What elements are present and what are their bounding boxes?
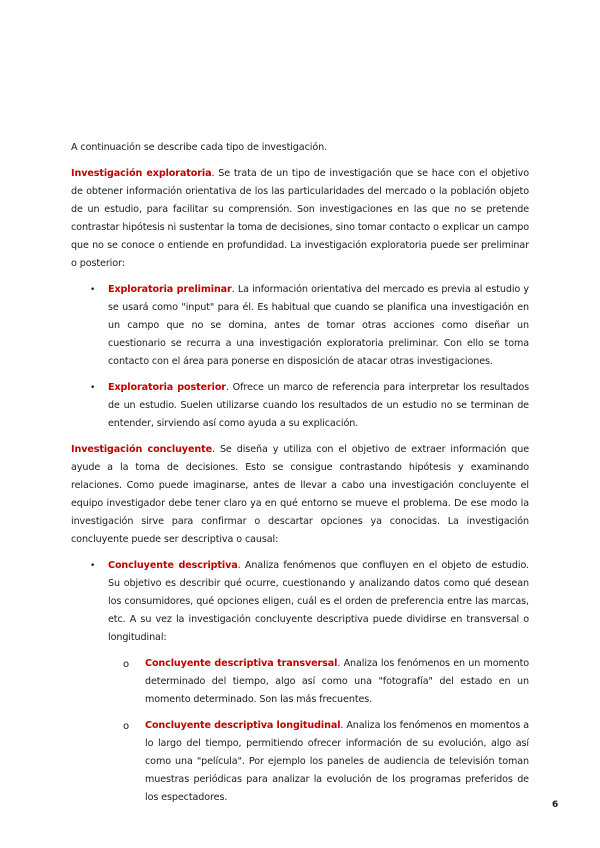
term-investigacion-exploratoria: Investigación exploratoria xyxy=(71,168,212,179)
exploratoria-text: . Se trata de un tipo de investigación que se hace con el objetivo de obtener información orientativa de los las particularidades del mercado o la población objeto de un estudio, para facilitar su comprensión. Son investigaciones en las que no se pretende contrastar hipótesis ni sustentar la toma de decisiones, sino tomar contacto o explicar un campo que no se conoce o entiende en profundidad. La investigación exploratoria puede ser preliminar o posterior: xyxy=(71,168,530,269)
concluyente-paragraph xyxy=(71,441,529,549)
circle-bullet-icon: o xyxy=(123,659,130,670)
page-number: 6 xyxy=(552,800,559,810)
exploratoria-posterior-text: . Ofrece un marco de referencia para interpretar los resultados de un estudio. Suelen utilizarse cuando los resultados de un estudio no se terminan de entender, sirviendo así como ayuda a su explicación. xyxy=(108,382,529,429)
term-investigacion-concluyente: Investigación concluyente xyxy=(71,444,212,455)
list-item-exploratoria-posterior xyxy=(90,379,529,433)
exploratoria-list xyxy=(71,281,529,433)
sublist-item-longitudinal xyxy=(123,717,529,807)
bullet-icon: • xyxy=(90,383,96,393)
bullet-icon: • xyxy=(90,285,96,295)
intro-paragraph: A continuación se describe cada tipo de investigación. xyxy=(71,142,328,153)
bullet-icon: • xyxy=(90,561,96,571)
term-concluyente-descriptiva-transversal: Concluyente descriptiva transversal xyxy=(145,658,338,669)
term-exploratoria-posterior: Exploratoria posterior xyxy=(108,382,226,393)
page-content xyxy=(71,139,529,815)
list-item-exploratoria-preliminar xyxy=(90,281,529,371)
concluyente-text: . Se diseña y utiliza con el objetivo de extraer información que ayude a la toma de decisiones. Esto se consigue contrastando hipótesis y examinando relaciones. Como puede imaginarse, antes de llevar a cabo una investigación concluyente el equipo investigador debe tener claro ya en qué entorno se mueve el problema. De ese modo la investigación sirve para confirmar o descartar opciones ya conocidas. La investigación concluyente puede ser descriptiva o causal: xyxy=(71,444,529,545)
term-concluyente-descriptiva: Concluyente descriptiva xyxy=(108,560,238,571)
concluyente-list xyxy=(71,557,529,807)
sublist-item-transversal xyxy=(123,655,529,709)
transversal-text: . Analiza los fenómenos en un momento determinado del tiempo, algo así como una "fotografía" del estado en un momento determinado. Son las más frecuentes. xyxy=(145,658,529,705)
exploratoria-paragraph xyxy=(71,165,529,273)
list-item-concluyente-descriptiva xyxy=(90,557,529,807)
concluyente-descriptiva-sublist xyxy=(108,655,529,807)
longitudinal-text: . Analiza los fenómenos en momentos a lo largo del tiempo, permitiendo ofrecer información de su evolución, algo así como una "película". Por ejemplo los paneles de audiencia de televisión toman muestras periódicas para analizar la evolución de los programas preferidos de los espectadores. xyxy=(145,720,529,803)
exploratoria-preliminar-text: . La información orientativa del mercado es previa al estudio y se usará como "input" para él. Es habitual que cuando se planifica una investigación en un campo que no se domina, antes de tomar otras acciones como diseñar un cuestionario se recurra a una investigación exploratoria preliminar. Con ello se toma contacto con el área para ponerse en disposición de atacar otras investigaciones. xyxy=(108,284,529,367)
circle-bullet-icon: o xyxy=(123,721,130,732)
term-concluyente-descriptiva-longitudinal: Concluyente descriptiva longitudinal xyxy=(145,720,341,731)
term-exploratoria-preliminar: Exploratoria preliminar xyxy=(108,284,232,295)
concluyente-descriptiva-text: . Analiza fenómenos que confluyen en el objeto de estudio. Su objetivo es describir qué ocurre, cuestionando y analizando datos como qué desean los consumidores, qué opciones eligen, cuál es el orden de preferencia entre las marcas, etc. A su vez la investigación concluyente descriptiva puede dividirse en transversal o longitudinal: xyxy=(108,560,529,643)
